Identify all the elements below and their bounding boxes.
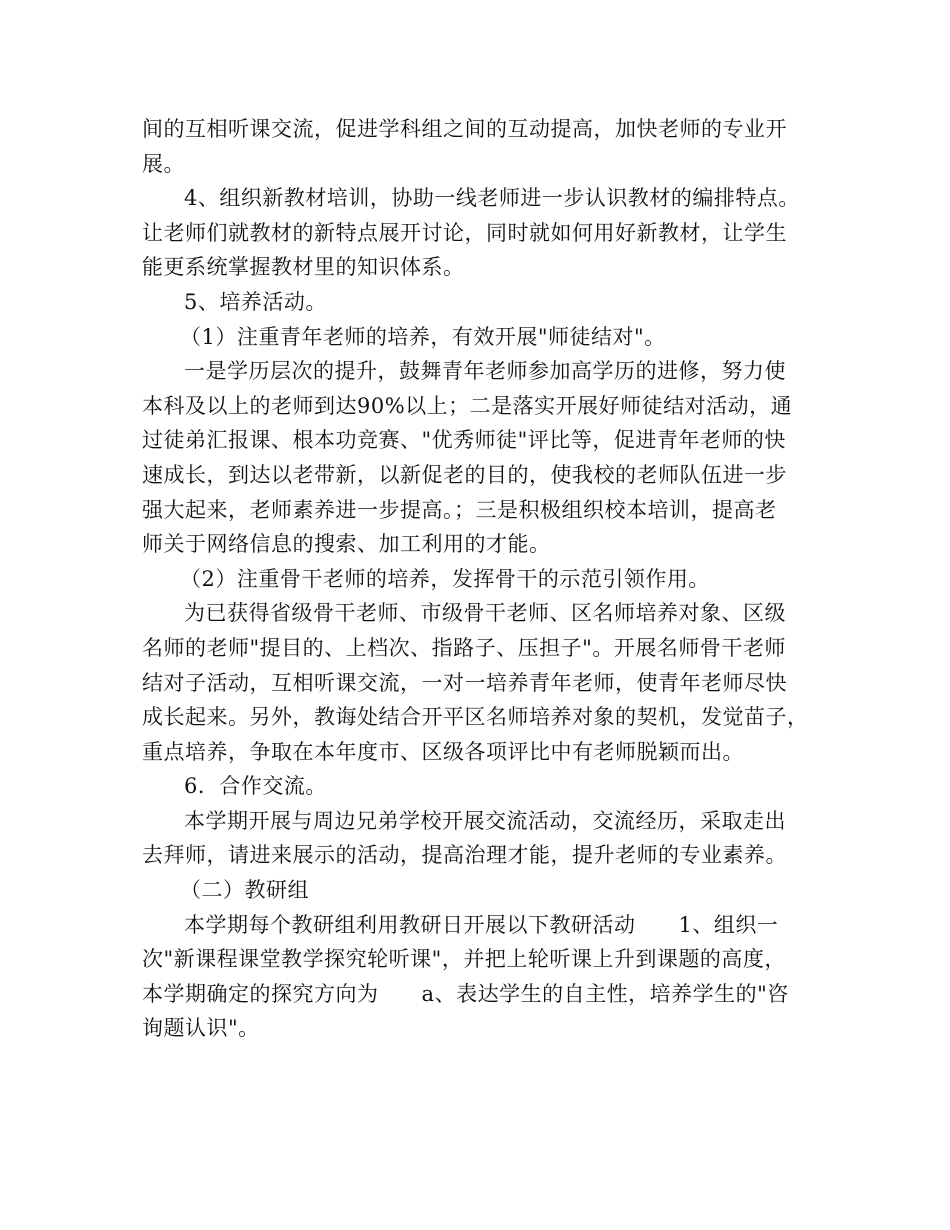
- text-line: （二）教研组: [180, 878, 309, 903]
- document-body: [142, 112, 812, 1046]
- text-line: 4、组织新教材培训，协助一线老师进一步认识教材的编排特点。: [184, 186, 800, 211]
- text-line: 本学期确定的探究方向为 a、表达学生的自主性，培养学生的"咨: [142, 981, 789, 1006]
- text-line: 让老师们就教材的新特点展开讨论，同时就如何用好新教材，让学生: [142, 220, 787, 245]
- text-line: 展。: [142, 151, 185, 176]
- text-line: 次"新课程课堂教学探究轮听课"，并把上轮听课上升到课题的高度，: [142, 947, 786, 972]
- text-line: 名师的老师"提目的、上档次、指路子、压担子"。开展名师骨干老师: [142, 635, 786, 660]
- text-line: 本学期每个教研组利用教研日开展以下教研活动 1、组织一: [184, 912, 779, 937]
- text-line: 为已获得省级骨干老师、市级骨干老师、区名师培养对象、区级: [184, 601, 786, 626]
- text-line: 去拜师，请进来展示的活动，提高治理才能，提升老师的专业素养。: [142, 843, 787, 868]
- text-line: 结对子活动，互相听课交流，一对一培养青年老师，使青年老师尽快: [142, 670, 787, 695]
- text-line: 强大起来，老师素养进一步提高。；三是积极组织校本培训，提高老: [142, 497, 777, 522]
- text-line: 成长起来。另外，教诲处结合开平区名师培养对象的契机，发觉苗子，: [142, 705, 809, 730]
- text-line: 间的互相听课交流，促进学科组之间的互动提高，加快老师的专业开: [142, 117, 787, 141]
- text-line: （2）注重骨干老师的培养，发挥骨干的示范引领作用。: [180, 566, 710, 591]
- text-line: 5、培养活动。: [184, 289, 327, 314]
- text-line: 6．合作交流。: [184, 774, 327, 799]
- text-line: 一是学历层次的提升，鼓舞青年老师参加高学历的进修，努力使: [184, 359, 786, 384]
- text-line: 重点培养，争取在本年度市、区级各项评比中有老师脱颖而出。: [142, 739, 744, 764]
- text-line: 询题认识"。: [142, 1016, 260, 1041]
- text-line: （1）注重青年老师的培养，有效开展"师徒结对"。: [180, 324, 666, 349]
- text-line: 本学期开展与周边兄弟学校开展交流活动，交流经历，采取走出: [184, 808, 786, 833]
- text-line: 本科及以上的老师到达90%以上；二是落实开展好师徒结对活动，通: [142, 393, 793, 418]
- text-line: 速成长，到达以老带新，以新促老的目的，使我校的老师队伍进一步: [142, 462, 787, 487]
- text-line: 过徒弟汇报课、根本功竞赛、"优秀师徒"评比等，促进青年老师的快: [142, 428, 786, 453]
- text-line: 能更系统掌握教材里的知识体系。: [142, 255, 465, 280]
- text-line: 师关于网络信息的搜索、加工利用的才能。: [142, 532, 551, 557]
